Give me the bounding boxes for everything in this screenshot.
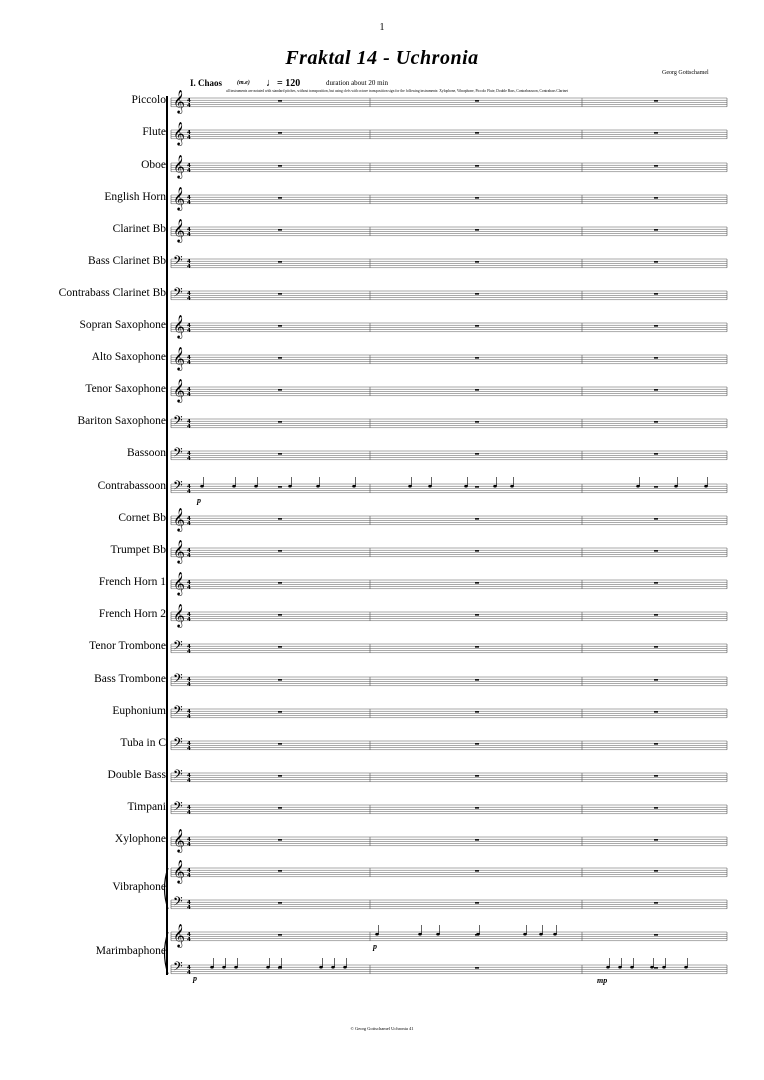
time-signature-bottom: 4 [187,745,191,752]
instrument-label: Bass Clarinet Bb [88,255,166,268]
whole-rest [475,261,479,262]
whole-rest [475,679,479,680]
bass-clef-icon: 𝄢 [173,703,183,721]
duration-text: duration about 20 min [326,79,389,87]
bass-clef-icon: 𝄢 [173,253,183,271]
whole-rest [654,100,658,101]
whole-rest [278,870,282,871]
whole-rest [475,453,479,454]
time-signature-top: 4 [187,644,191,651]
instrument-label: Vibraphone [112,880,166,893]
composer-name: Georg Gottschamel [662,70,709,76]
time-signature-top: 4 [187,130,191,137]
page-number: 1 [379,22,385,33]
contrabassoon-note [288,485,292,488]
bass-clef-icon: 𝄢 [173,894,183,912]
instrument-label: Bass Trombone [94,673,166,686]
dynamic-contrabassoon: p [197,496,201,505]
time-signature-top: 4 [187,291,191,298]
instrument-label: Tenor Trombone [89,640,166,653]
whole-rest [475,743,479,744]
contrabassoon-note [428,485,432,488]
whole-rest [654,357,658,358]
whole-rest [654,165,658,166]
whole-rest [475,967,479,968]
whole-rest [654,582,658,583]
whole-rest [654,711,658,712]
contrabassoon-note [316,485,320,488]
time-signature-bottom: 4 [187,681,191,688]
movement-marking: (m.e) [237,80,250,86]
whole-rest [278,711,282,712]
time-signature-bottom: 4 [187,102,191,109]
score-title: Fraktal 14 - Uchronia [285,47,479,69]
marimba-lower-note [650,966,654,969]
dynamic-marimba-lower-1: p [193,974,197,983]
whole-rest [475,582,479,583]
time-signature-bottom: 4 [187,584,191,591]
treble-clef-icon: 𝄞 [173,923,185,947]
whole-rest [475,518,479,519]
time-signature-bottom: 4 [187,263,191,270]
contrabassoon-note [704,485,708,488]
whole-rest [475,870,479,871]
whole-rest [654,421,658,422]
time-signature-top: 4 [187,163,191,170]
instrument-label: Marimbaphone [95,945,166,957]
whole-rest [475,132,479,133]
whole-rest [278,293,282,294]
whole-rest [475,807,479,808]
time-signature-bottom: 4 [187,904,191,911]
whole-rest [654,807,658,808]
treble-clef-icon: 𝄞 [173,121,185,145]
marimba-lower-note [210,966,214,969]
instrument-label: Timpani [127,801,166,814]
time-signature-top: 4 [187,195,191,202]
whole-rest [278,679,282,680]
time-signature-bottom: 4 [187,488,191,495]
instrument-label: Tenor Saxophone [85,383,166,396]
time-signature-top: 4 [187,516,191,523]
whole-rest [475,357,479,358]
time-signature-bottom: 4 [187,936,191,943]
time-signature-top: 4 [187,580,191,587]
whole-rest [278,582,282,583]
marimba-lower-note [222,966,226,969]
whole-rest [654,293,658,294]
time-signature-bottom: 4 [187,327,191,334]
time-signature-bottom: 4 [187,359,191,366]
time-signature-top: 4 [187,387,191,394]
whole-rest [475,711,479,712]
whole-rest [278,807,282,808]
whole-rest [654,486,658,487]
time-signature-bottom: 4 [187,969,191,976]
instrument-label: Trumpet Bb [110,544,166,557]
instrument-label: Contrabass Clarinet Bb [58,287,166,300]
time-signature-bottom: 4 [187,841,191,848]
whole-rest [654,197,658,198]
time-signature-bottom: 4 [187,872,191,879]
whole-rest [654,679,658,680]
treble-clef-icon: 𝄞 [173,507,185,531]
contrabassoon-note [464,485,468,488]
tempo-value: = 120 [277,78,301,89]
time-signature-bottom: 4 [187,520,191,527]
whole-rest [475,902,479,903]
treble-clef-icon: 𝄞 [173,314,185,338]
whole-rest [654,229,658,230]
bass-clef-icon: 𝄢 [173,735,183,753]
whole-rest [475,614,479,615]
time-signature-top: 4 [187,741,191,748]
bass-clef-icon: 𝄢 [173,445,183,463]
treble-clef-icon: 𝄞 [173,603,185,627]
whole-rest [475,775,479,776]
marimba-lower-note [662,966,666,969]
whole-rest [278,357,282,358]
whole-rest [278,389,282,390]
whole-rest [654,839,658,840]
instrument-label: Bariton Saxophone [77,415,166,428]
contrabassoon-note [510,485,514,488]
whole-rest [278,229,282,230]
whole-rest [654,261,658,262]
time-signature-top: 4 [187,900,191,907]
time-signature-bottom: 4 [187,648,191,655]
whole-rest [475,165,479,166]
marimba-upper-note [418,933,422,936]
contrabassoon-note [352,485,356,488]
whole-rest [475,389,479,390]
whole-rest [278,614,282,615]
marimba-lower-note [234,966,238,969]
treble-clef-icon: 𝄞 [173,89,185,113]
time-signature-top: 4 [187,355,191,362]
contrabassoon-note [232,485,236,488]
instrument-label: Contrabassoon [97,480,166,493]
whole-rest [278,902,282,903]
whole-rest [654,967,658,968]
whole-rest [475,646,479,647]
marimba-upper-note [523,933,527,936]
marimba-upper-note [436,933,440,936]
whole-rest [654,870,658,871]
instrument-label: French Horn 2 [98,608,166,621]
instrument-label: Euphonium [112,705,166,718]
whole-rest [654,325,658,326]
whole-rest [278,261,282,262]
time-signature-top: 4 [187,259,191,266]
whole-rest [278,839,282,840]
treble-clef-icon: 𝄞 [173,186,185,210]
contrabassoon-note [200,485,204,488]
time-signature-bottom: 4 [187,552,191,559]
whole-rest [654,934,658,935]
bass-clef-icon: 𝄢 [173,799,183,817]
whole-rest [654,614,658,615]
whole-rest [278,934,282,935]
time-signature-top: 4 [187,451,191,458]
instrument-label: Oboe [141,159,166,172]
instrument-label: Piccolo [131,94,166,107]
quarter-note-icon: ♩ [266,77,277,89]
time-signature-top: 4 [187,677,191,684]
instrument-label: Clarinet Bb [112,223,166,236]
whole-rest [475,486,479,487]
time-signature-bottom: 4 [187,231,191,238]
movement-name: I. Chaos [190,78,223,88]
instrument-label: French Horn 1 [98,576,166,589]
time-signature-top: 4 [187,932,191,939]
instrument-label: Bassoon [127,447,166,460]
time-signature-bottom: 4 [187,134,191,141]
whole-rest [475,839,479,840]
time-signature-bottom: 4 [187,391,191,398]
time-signature-bottom: 4 [187,199,191,206]
whole-rest [654,453,658,454]
whole-rest [475,197,479,198]
time-signature-top: 4 [187,484,191,491]
time-signature-top: 4 [187,227,191,234]
instrument-label: Double Bass [107,769,166,782]
time-signature-top: 4 [187,612,191,619]
whole-rest [278,646,282,647]
whole-rest [278,743,282,744]
time-signature-top: 4 [187,868,191,875]
treble-clef-icon: 𝄞 [173,218,185,242]
marimba-lower-note [684,966,688,969]
time-signature-top: 4 [187,773,191,780]
marimba-lower-note [606,966,610,969]
whole-rest [475,100,479,101]
time-signature-top: 4 [187,709,191,716]
whole-rest [475,229,479,230]
time-signature-bottom: 4 [187,713,191,720]
bass-clef-icon: 𝄢 [173,478,183,496]
marimba-lower-note [343,966,347,969]
bass-clef-icon: 𝄢 [173,285,183,303]
whole-rest [278,132,282,133]
performance-note: all instruments are notated with standard pitches, without transposition, but using clefs with octave transposition sign for the following instruments: Xylophone, Vibraphone, Piccolo Flute, Double Bass, Contrabassoon, Contrabass Clarinet [226,89,568,93]
treble-clef-icon: 𝄞 [173,859,185,883]
whole-rest [654,646,658,647]
time-signature-top: 4 [187,323,191,330]
marimba-lower-note [278,966,282,969]
time-signature-bottom: 4 [187,616,191,623]
time-signature-bottom: 4 [187,809,191,816]
instrument-label: Alto Saxophone [91,351,166,364]
whole-rest [654,775,658,776]
dynamic-marimba-lower-2: mp [597,976,608,985]
contrabassoon-note [636,485,640,488]
time-signature-bottom: 4 [187,423,191,430]
marimba-upper-note [476,933,480,936]
time-signature-bottom: 4 [187,777,191,784]
whole-rest [278,325,282,326]
treble-clef-icon: 𝄞 [173,378,185,402]
bass-clef-icon: 𝄢 [173,638,183,656]
treble-clef-icon: 𝄞 [173,346,185,370]
contrabassoon-note [493,485,497,488]
time-signature-bottom: 4 [187,167,191,174]
time-signature-top: 4 [187,98,191,105]
copyright-footer: © Georg Gottschamel Uchronia 41 [350,1026,414,1031]
whole-rest [654,389,658,390]
time-signature-top: 4 [187,805,191,812]
whole-rest [278,165,282,166]
time-signature-top: 4 [187,419,191,426]
bass-clef-icon: 𝄢 [173,671,183,689]
time-signature-top: 4 [187,548,191,555]
whole-rest [278,486,282,487]
whole-rest [278,453,282,454]
whole-rest [475,421,479,422]
whole-rest [278,100,282,101]
marimba-upper-note [375,933,379,936]
whole-rest [475,550,479,551]
whole-rest [654,743,658,744]
marimba-upper-note [553,933,557,936]
whole-rest [654,550,658,551]
contrabassoon-note [254,485,258,488]
bass-clef-icon: 𝄢 [173,413,183,431]
treble-clef-icon: 𝄞 [173,828,185,852]
instrument-label: Sopran Saxophone [79,319,166,332]
treble-clef-icon: 𝄞 [173,571,185,595]
whole-rest [278,550,282,551]
instrument-label: Xylophone [114,833,166,846]
bass-clef-icon: 𝄢 [173,959,183,977]
whole-rest [654,132,658,133]
instrument-label: Cornet Bb [118,512,166,525]
whole-rest [475,325,479,326]
whole-rest [475,293,479,294]
marimba-lower-note [266,966,270,969]
whole-rest [278,518,282,519]
time-signature-top: 4 [187,837,191,844]
treble-clef-icon: 𝄞 [173,539,185,563]
contrabassoon-note [408,485,412,488]
whole-rest [654,518,658,519]
time-signature-bottom: 4 [187,455,191,462]
time-signature-bottom: 4 [187,295,191,302]
marimba-lower-note [331,966,335,969]
instrument-label: Flute [142,126,166,139]
whole-rest [278,197,282,198]
treble-clef-icon: 𝄞 [173,154,185,178]
contrabassoon-note [674,485,678,488]
whole-rest [654,902,658,903]
marimba-lower-note [319,966,323,969]
instrument-label: Tuba in C [120,737,166,750]
instrument-label: English Horn [104,191,166,204]
whole-rest [278,775,282,776]
bass-clef-icon: 𝄢 [173,767,183,785]
dynamic-marimba-upper: p [373,942,377,951]
marimba-lower-note [618,966,622,969]
marimba-lower-note [630,966,634,969]
marimba-upper-note [539,933,543,936]
time-signature-top: 4 [187,965,191,972]
whole-rest [278,421,282,422]
